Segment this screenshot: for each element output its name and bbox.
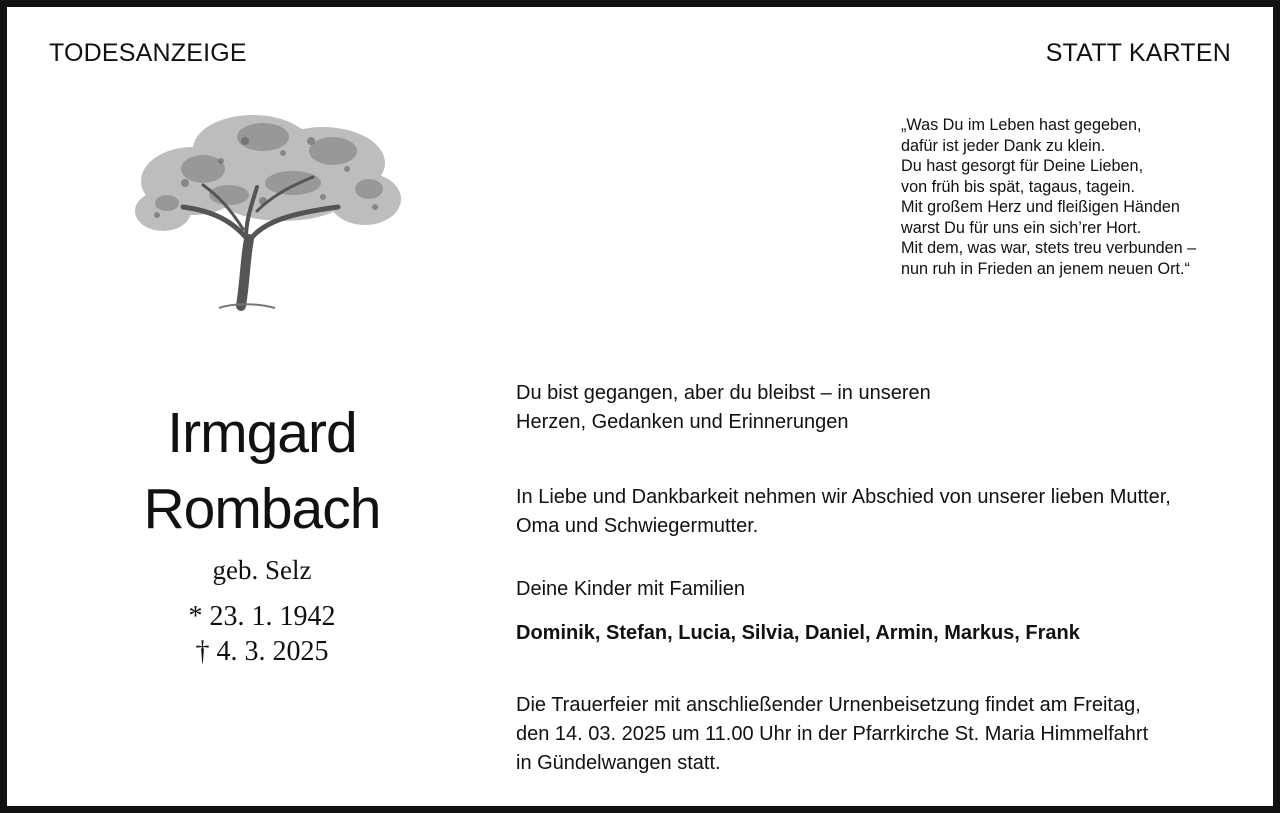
maiden-name: geb. Selz: [212, 555, 312, 585]
birth-date: * 23. 1. 1942: [188, 601, 336, 632]
header-instead-of-cards: STATT KARTEN: [1045, 39, 1231, 67]
poem-line: Du hast gesorgt für Deine Lieben,: [901, 157, 1144, 175]
farewell-text: [516, 483, 1171, 541]
death-date: † 4. 3. 2025: [195, 636, 329, 667]
children-names: Dominik, Stefan, Lucia, Silvia, Daniel, Armin, Markus, Frank: [516, 622, 1080, 644]
service-line: Die Trauerfeier mit anschließender Urnenbeisetzung findet am Freitag,: [516, 694, 1141, 716]
service-line: den 14. 03. 2025 um 11.00 Uhr in der Pfarrkirche St. Maria Himmelfahrt: [516, 723, 1149, 745]
poem-line: „Was Du im Leben hast gegeben,: [901, 116, 1142, 134]
last-name: Rombach: [143, 477, 381, 541]
farewell-line: Oma und Schwiegermutter.: [516, 515, 759, 537]
poem-line: von früh bis spät, tagaus, tagein.: [901, 177, 1135, 196]
poem-line: nun ruh in Frieden an jenem neuen Ort.“: [901, 259, 1190, 278]
farewell-line: In Liebe und Dankbarkeit nehmen wir Abschied von unserer lieben Mutter,: [516, 486, 1171, 508]
poem-line: Mit großem Herz und fleißigen Händen: [901, 198, 1180, 216]
poem-line: warst Du für uns ein sich’rer Hort.: [901, 218, 1142, 237]
memorial-poem: [901, 115, 1196, 279]
motto: [516, 379, 931, 437]
motto-line: Du bist gegangen, aber du bleibst – in unseren: [516, 382, 931, 404]
poem-line: Mit dem, was war, stets treu verbunden –: [901, 239, 1197, 257]
first-name: Irmgard: [167, 401, 357, 465]
tree-icon: [133, 111, 403, 311]
deceased-info: [117, 395, 407, 669]
service-details: [516, 691, 1148, 778]
poem-line: dafür ist jeder Dank zu klein.: [901, 136, 1106, 155]
motto-line: Herzen, Gedanken und Erinnerungen: [516, 411, 849, 433]
header-obituary-label: TODESANZEIGE: [49, 39, 247, 67]
family-label: Deine Kinder mit Familien: [516, 578, 745, 600]
service-line: in Gündelwangen statt.: [516, 752, 721, 774]
